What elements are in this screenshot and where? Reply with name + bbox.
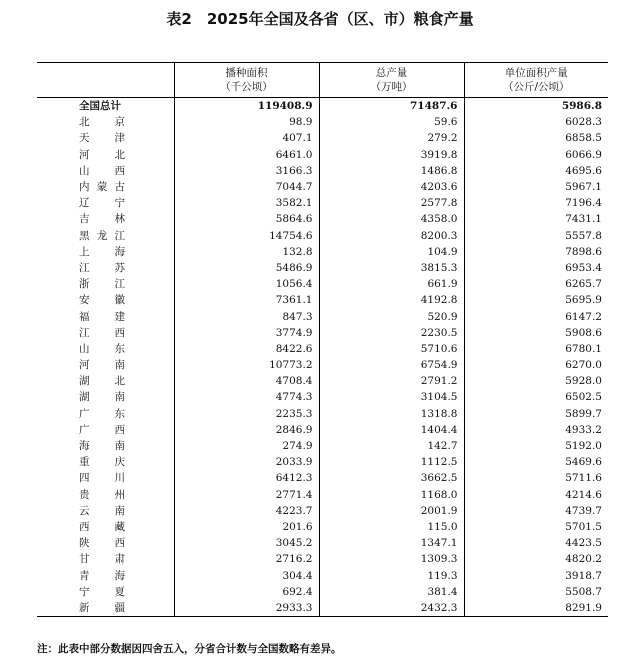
table-body <box>37 98 608 617</box>
table-row <box>37 519 608 535</box>
table-row <box>37 422 608 438</box>
total-output-cell: 2432.3 <box>319 600 464 617</box>
total-output-cell: 1112.5 <box>319 454 464 470</box>
unit-yield-cell: 4820.2 <box>464 551 608 567</box>
table-row <box>37 308 608 324</box>
region-name <box>37 195 174 211</box>
header-label-line: 单位面积产量 <box>504 67 568 79</box>
header-label-line: 播种面积 <box>225 67 268 79</box>
sown-area-cell: 14754.6 <box>174 228 319 244</box>
sown-area-cell: 98.9 <box>174 114 319 130</box>
sown-area-cell: 2235.3 <box>174 406 319 422</box>
total-output-cell: 3104.5 <box>319 389 464 405</box>
sown-area-cell: 7044.7 <box>174 179 319 195</box>
region-name-text: 云南 <box>79 504 125 517</box>
header-label-line: （公斤/公顷） <box>502 81 570 93</box>
footnote: 注：此表中部分数据因四舍五入，分省合计数与全国数略有差异。 <box>37 643 342 655</box>
total-output-cell: 104.9 <box>319 244 464 260</box>
table-row <box>37 389 608 405</box>
total-output-cell: 1168.0 <box>319 487 464 503</box>
table-row <box>37 406 608 422</box>
unit-yield-cell: 6502.5 <box>464 389 608 405</box>
header-output <box>319 63 464 98</box>
region-name <box>37 228 174 244</box>
region-name <box>37 519 174 535</box>
region-name-text: 宁夏 <box>79 585 125 598</box>
region-name <box>37 292 174 308</box>
region-name-text: 西藏 <box>79 520 125 533</box>
sown-area-cell: 2846.9 <box>174 422 319 438</box>
total-output-cell: 4192.8 <box>319 292 464 308</box>
region-name <box>37 422 174 438</box>
total-output-cell: 2230.5 <box>319 325 464 341</box>
region-name-text: 天津 <box>79 132 125 145</box>
sown-area-cell: 3045.2 <box>174 535 319 551</box>
unit-yield-cell: 6270.0 <box>464 357 608 373</box>
sown-area-cell: 6412.3 <box>174 470 319 486</box>
sown-area-cell: 2716.2 <box>174 551 319 567</box>
table-row <box>37 503 608 519</box>
region-name <box>37 600 174 617</box>
region-name <box>37 244 174 260</box>
region-name <box>37 406 174 422</box>
table-row <box>37 292 608 308</box>
total-row <box>37 98 608 115</box>
region-name <box>37 341 174 357</box>
total-output-cell: 5710.6 <box>319 341 464 357</box>
region-name <box>37 454 174 470</box>
total-output-cell: 71487.6 <box>319 98 464 115</box>
region-name-text: 山西 <box>79 164 125 177</box>
unit-yield-cell: 8291.9 <box>464 600 608 617</box>
region-name <box>37 357 174 373</box>
table-row <box>37 373 608 389</box>
total-output-cell: 8200.3 <box>319 228 464 244</box>
page-title: 表2 2025年全国及各省（区、市）粮食产量 <box>166 10 474 28</box>
header-label-line: （千公顷） <box>220 81 273 93</box>
header-row <box>37 63 608 98</box>
sown-area-cell: 2033.9 <box>174 454 319 470</box>
table-row <box>37 163 608 179</box>
region-name-text: 山东 <box>79 342 125 355</box>
total-output-cell: 115.0 <box>319 519 464 535</box>
unit-yield-cell: 5701.5 <box>464 519 608 535</box>
sown-area-cell: 5486.9 <box>174 260 319 276</box>
unit-yield-cell: 6147.2 <box>464 308 608 324</box>
total-output-cell: 142.7 <box>319 438 464 454</box>
table-row <box>37 357 608 373</box>
header-yield <box>464 63 608 98</box>
sown-area-cell: 4774.3 <box>174 389 319 405</box>
total-output-cell: 520.9 <box>319 308 464 324</box>
region-name-text: 浙江 <box>79 278 125 291</box>
total-output-cell: 2577.8 <box>319 195 464 211</box>
region-name-text: 福建 <box>79 310 125 323</box>
unit-yield-cell: 7898.6 <box>464 244 608 260</box>
region-name-text: 甘肃 <box>79 553 125 566</box>
unit-yield-cell: 4214.6 <box>464 487 608 503</box>
region-name <box>37 276 174 292</box>
sown-area-cell: 8422.6 <box>174 341 319 357</box>
region-name <box>37 551 174 567</box>
table-row <box>37 244 608 260</box>
table-row <box>37 551 608 567</box>
unit-yield-cell: 3918.7 <box>464 567 608 583</box>
region-name <box>37 389 174 405</box>
total-output-cell: 6754.9 <box>319 357 464 373</box>
unit-yield-cell: 5986.8 <box>464 98 608 115</box>
unit-yield-cell: 5557.8 <box>464 228 608 244</box>
region-name-text: 黑龙江 <box>79 229 125 242</box>
unit-yield-cell: 7196.4 <box>464 195 608 211</box>
sown-area-cell: 4708.4 <box>174 373 319 389</box>
unit-yield-cell: 7431.1 <box>464 211 608 227</box>
table-row <box>37 276 608 292</box>
region-name <box>37 584 174 600</box>
region-name-text: 河北 <box>79 148 125 161</box>
unit-yield-cell: 5192.0 <box>464 438 608 454</box>
region-name-text: 上海 <box>79 245 125 258</box>
table-row <box>37 487 608 503</box>
unit-yield-cell: 4739.7 <box>464 503 608 519</box>
table-row <box>37 584 608 600</box>
region-name <box>37 114 174 130</box>
total-output-cell: 3919.8 <box>319 147 464 163</box>
unit-yield-cell: 6028.3 <box>464 114 608 130</box>
sown-area-cell: 304.4 <box>174 567 319 583</box>
total-output-cell: 1404.4 <box>319 422 464 438</box>
table-row <box>37 130 608 146</box>
total-output-cell: 3662.5 <box>319 470 464 486</box>
sown-area-cell: 132.8 <box>174 244 319 260</box>
sown-area-cell: 3166.3 <box>174 163 319 179</box>
sown-area-cell: 1056.4 <box>174 276 319 292</box>
sown-area-cell: 5864.6 <box>174 211 319 227</box>
sown-area-cell: 274.9 <box>174 438 319 454</box>
sown-area-cell: 6461.0 <box>174 147 319 163</box>
unit-yield-cell: 4933.2 <box>464 422 608 438</box>
region-name-text: 广西 <box>79 423 125 436</box>
total-output-cell: 2791.2 <box>319 373 464 389</box>
total-output-cell: 279.2 <box>319 130 464 146</box>
region-name-text: 湖南 <box>79 391 125 404</box>
total-output-cell: 661.9 <box>319 276 464 292</box>
region-name-text: 江苏 <box>79 261 125 274</box>
unit-yield-cell: 5469.6 <box>464 454 608 470</box>
unit-yield-cell: 5899.7 <box>464 406 608 422</box>
unit-yield-cell: 6265.7 <box>464 276 608 292</box>
sown-area-cell: 119408.9 <box>174 98 319 115</box>
region-name <box>37 211 174 227</box>
unit-yield-cell: 6953.4 <box>464 260 608 276</box>
region-name-text: 陕西 <box>79 537 125 550</box>
region-name <box>37 487 174 503</box>
header-label-line: （万吨） <box>370 81 413 93</box>
region-name <box>37 130 174 146</box>
total-output-cell: 119.3 <box>319 567 464 583</box>
table-row <box>37 228 608 244</box>
sown-area-cell: 2933.3 <box>174 600 319 617</box>
table-row <box>37 195 608 211</box>
table-row <box>37 341 608 357</box>
total-output-cell: 1347.1 <box>319 535 464 551</box>
unit-yield-cell: 4423.5 <box>464 535 608 551</box>
region-name-text: 湖北 <box>79 375 125 388</box>
table-row <box>37 211 608 227</box>
region-name <box>37 163 174 179</box>
unit-yield-cell: 5508.7 <box>464 584 608 600</box>
region-name-text: 安徽 <box>79 294 125 307</box>
region-name-text: 新疆 <box>79 601 125 614</box>
total-output-cell: 1318.8 <box>319 406 464 422</box>
sown-area-cell: 3774.9 <box>174 325 319 341</box>
region-name-text: 辽宁 <box>79 197 125 210</box>
table-row <box>37 454 608 470</box>
region-name-text: 四川 <box>79 472 125 485</box>
total-output-cell: 4358.0 <box>319 211 464 227</box>
header-area <box>174 63 319 98</box>
table-row <box>37 147 608 163</box>
region-name <box>37 438 174 454</box>
region-name <box>37 260 174 276</box>
unit-yield-cell: 5928.0 <box>464 373 608 389</box>
sown-area-cell: 7361.1 <box>174 292 319 308</box>
region-name-text: 全国总计 <box>79 100 121 113</box>
table-row <box>37 470 608 486</box>
total-output-cell: 59.6 <box>319 114 464 130</box>
region-name-text: 北京 <box>79 116 125 129</box>
region-name <box>37 567 174 583</box>
region-name-text: 海南 <box>79 440 125 453</box>
header-region <box>37 63 174 98</box>
grain-output-table <box>37 62 608 617</box>
region-name <box>37 325 174 341</box>
total-output-cell: 1309.3 <box>319 551 464 567</box>
unit-yield-cell: 6066.9 <box>464 147 608 163</box>
region-name <box>37 147 174 163</box>
sown-area-cell: 407.1 <box>174 130 319 146</box>
region-name <box>37 503 174 519</box>
table-row <box>37 567 608 583</box>
region-name-text: 重庆 <box>79 456 125 469</box>
unit-yield-cell: 5967.1 <box>464 179 608 195</box>
table-row <box>37 325 608 341</box>
table-row <box>37 260 608 276</box>
table-row <box>37 114 608 130</box>
sown-area-cell: 692.4 <box>174 584 319 600</box>
total-output-cell: 381.4 <box>319 584 464 600</box>
unit-yield-cell: 5695.9 <box>464 292 608 308</box>
total-output-cell: 3815.3 <box>319 260 464 276</box>
unit-yield-cell: 5711.6 <box>464 470 608 486</box>
total-output-cell: 1486.8 <box>319 163 464 179</box>
region-name <box>37 470 174 486</box>
region-name-text: 江西 <box>79 326 125 339</box>
region-name <box>37 535 174 551</box>
region-name <box>37 373 174 389</box>
unit-yield-cell: 6780.1 <box>464 341 608 357</box>
sown-area-cell: 201.6 <box>174 519 319 535</box>
sown-area-cell: 4223.7 <box>174 503 319 519</box>
total-output-cell: 2001.9 <box>319 503 464 519</box>
region-name <box>37 98 174 115</box>
unit-yield-cell: 4695.6 <box>464 163 608 179</box>
region-name-text: 内蒙古 <box>79 181 125 194</box>
sown-area-cell: 3582.1 <box>174 195 319 211</box>
region-name-text: 广东 <box>79 407 125 420</box>
sown-area-cell: 2771.4 <box>174 487 319 503</box>
sown-area-cell: 847.3 <box>174 308 319 324</box>
unit-yield-cell: 5908.6 <box>464 325 608 341</box>
table-row <box>37 438 608 454</box>
region-name-text: 吉林 <box>79 213 125 226</box>
header-label-line: 总产量 <box>375 67 408 79</box>
sown-area-cell: 10773.2 <box>174 357 319 373</box>
table-row <box>37 535 608 551</box>
table-row <box>37 600 608 617</box>
region-name <box>37 308 174 324</box>
region-name-text: 贵州 <box>79 488 125 501</box>
region-name-text: 河南 <box>79 359 125 372</box>
table-row <box>37 179 608 195</box>
region-name <box>37 179 174 195</box>
region-name-text: 青海 <box>79 569 125 582</box>
total-output-cell: 4203.6 <box>319 179 464 195</box>
unit-yield-cell: 6858.5 <box>464 130 608 146</box>
